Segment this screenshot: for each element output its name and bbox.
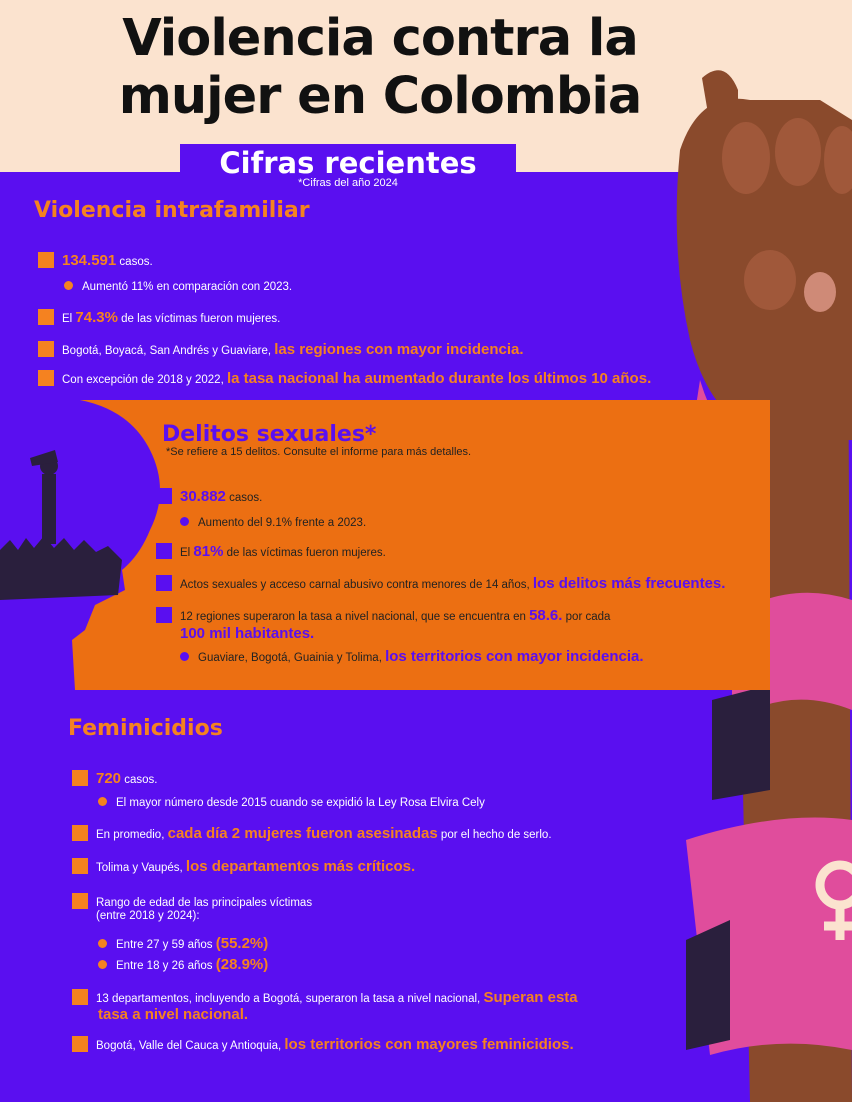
list-item: En promedio, cada día 2 mujeres fueron asesinadas por el hecho de serlo. [72,825,552,843]
square-bullet-icon [156,543,172,559]
list-subitem: Entre 18 y 26 años (28.9%) [98,957,268,974]
list-item: 30.882 casos. [156,488,262,506]
square-bullet-icon [72,825,88,841]
list-item-continuation: tasa a nivel nacional. [98,1006,249,1023]
list-item: 12 regiones superaron la tasa a nivel nacional, que se encuentra en 58.6. por cada [156,607,610,625]
list-item: 134.591 casos. [38,252,153,270]
page-title: Violencia contra la mujer en Colombia [118,9,642,126]
dot-bullet-icon [98,939,107,948]
square-bullet-icon [72,770,88,786]
list-item: Bogotá, Boyacá, San Andrés y Guaviare, las regiones con mayor incidencia. [38,341,524,359]
square-bullet-icon [156,575,172,591]
square-bullet-icon [72,989,88,1005]
dot-bullet-icon [98,960,107,969]
list-item: Con excepción de 2018 y 2022, la tasa nacional ha aumentado durante los últimos 10 años. [38,370,651,388]
square-bullet-icon [72,893,88,909]
dot-bullet-icon [64,281,73,290]
subtitle: Cifras recientes [219,146,477,180]
square-bullet-icon [38,341,54,357]
list-item-continuation: 100 mil habitantes. [180,625,315,642]
section-heading-feminicidios: Feminicidios [68,716,223,741]
square-bullet-icon [72,1036,88,1052]
square-bullet-icon [156,607,172,623]
list-item: El 81% de las víctimas fueron mujeres. [156,543,386,561]
list-subitem: Aumentó 11% en comparación con 2023. [64,279,292,295]
list-item: Rango de edad de las principales víctimas [72,893,312,911]
square-bullet-icon [38,370,54,386]
subtitle-note: *Cifras del año 2024 [298,177,398,189]
square-bullet-icon [156,488,172,504]
section-heading-delitos: Delitos sexuales* [162,422,377,447]
list-subitem: Entre 27 y 59 años (55.2%) [98,936,268,953]
section-heading-violencia: Violencia intrafamiliar [34,198,310,223]
square-bullet-icon [72,858,88,874]
section-note: *Se refiere a 15 delitos. Consulte el informe para más detalles. [166,446,472,458]
list-subitem: Guaviare, Bogotá, Guainia y Tolima, los territorios con mayor incidencia. [180,649,644,666]
list-item: 13 departamentos, incluyendo a Bogotá, superaron la tasa a nivel nacional, Superan esta [72,989,578,1007]
square-bullet-icon [38,309,54,325]
list-item: El 74.3% de las víctimas fueron mujeres. [38,309,280,327]
list-item: Tolima y Vaupés, los departamentos más críticos. [72,858,415,876]
list-item: Bogotá, Valle del Cauca y Antioquia, los territorios con mayores feminicidios. [72,1036,574,1054]
list-subitem: Aumento del 9.1% frente a 2023. [180,515,366,531]
list-subitem: El mayor número desde 2015 cuando se expidió la Ley Rosa Elvira Cely [98,795,485,811]
list-item: 720 casos. [72,770,157,788]
square-bullet-icon [38,252,54,268]
list-item: Actos sexuales y acceso carnal abusivo contra menores de 14 años, los delitos más frecuentes. [156,575,725,593]
dot-bullet-icon [180,517,189,526]
dot-bullet-icon [180,652,189,661]
dot-bullet-icon [98,797,107,806]
list-item-continuation: (entre 2018 y 2024): [96,910,200,922]
